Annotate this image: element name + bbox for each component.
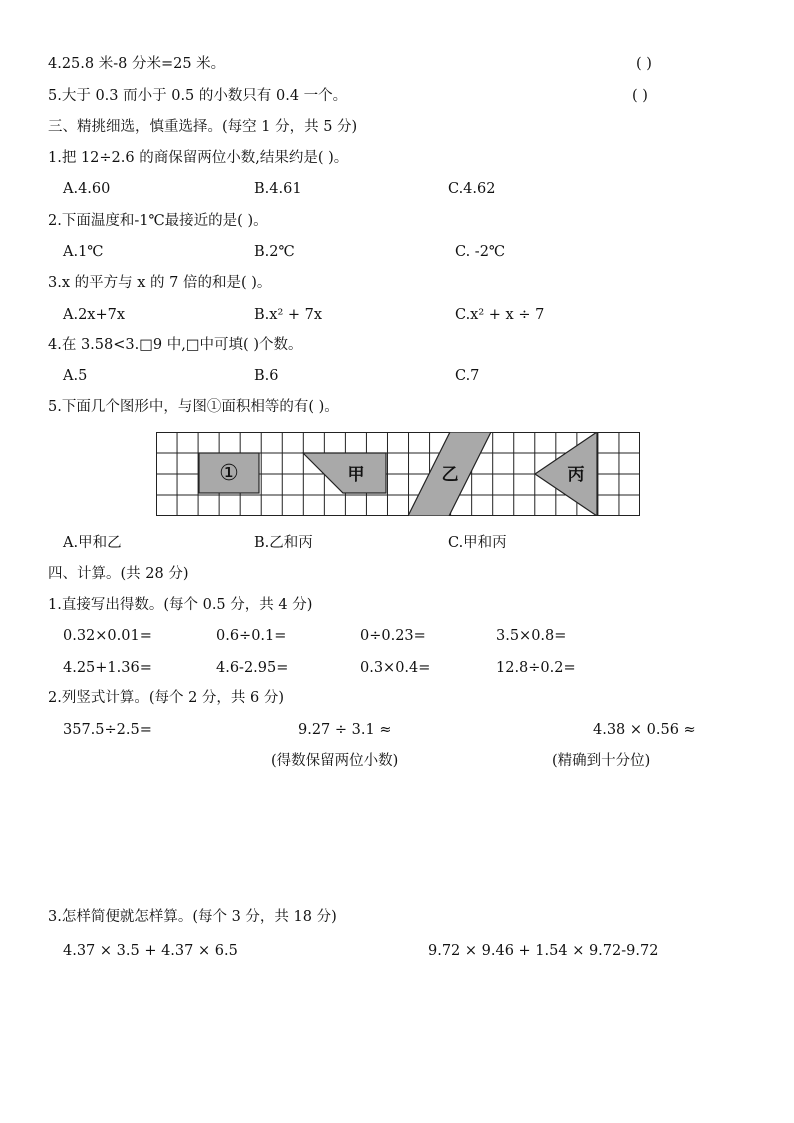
s3-q3-option-a[interactable]: A.2x+7x <box>63 307 126 323</box>
s3-q2-stem: 2.下面温度和-1℃最接近的是( )。 <box>48 213 268 229</box>
figure-bing-label: 丙 <box>567 465 585 485</box>
s3-q1-option-c[interactable]: C.4.62 <box>448 181 496 197</box>
section3-title: 三、精挑细选，慎重选择。(每空 1 分，共 5 分) <box>48 119 358 135</box>
judge-q4: 4.25.8 米-8 分米=25 米。 <box>48 56 226 72</box>
judge-q5: 5.大于 0.3 而小于 0.5 的小数只有 0.4 一个。 <box>48 88 348 104</box>
oral-calc-item: 4.25+1.36= <box>63 660 152 676</box>
vertical-calc-item-3: 4.38 × 0.56 ≈ <box>593 722 696 738</box>
s3-q4-option-b[interactable]: B.6 <box>254 368 279 384</box>
s3-q5-option-b[interactable]: B.乙和丙 <box>254 535 313 551</box>
s3-q1-option-b[interactable]: B.4.61 <box>254 181 302 197</box>
oral-calc-item: 0.6÷0.1= <box>216 628 287 644</box>
s3-q5-stem: 5.下面几个图形中，与图①面积相等的有( )。 <box>48 399 339 415</box>
simplify-calc-item-1: 4.37 × 3.5 + 4.37 × 6.5 <box>63 943 238 959</box>
s3-q4-option-c[interactable]: C.7 <box>455 368 480 384</box>
s3-q3-option-c[interactable]: C.x² + x ÷ 7 <box>455 307 545 323</box>
s3-q2-option-b[interactable]: B.2℃ <box>254 244 295 260</box>
figure-one-label: ① <box>219 461 239 486</box>
area-grid-figure <box>156 432 640 516</box>
figure-bing-triangle <box>535 432 597 516</box>
vertical-calc-note-1: (得数保留两位小数) <box>271 753 399 769</box>
figure-jia-trapezoid <box>303 453 386 493</box>
s3-q1-option-a[interactable]: A.4.60 <box>63 181 111 197</box>
s3-q5-option-a[interactable]: A.甲和乙 <box>63 535 122 551</box>
s3-q3-option-b[interactable]: B.x² + 7x <box>254 307 323 323</box>
judge-q4-answer-paren[interactable]: ( ) <box>636 56 652 72</box>
oral-calc-item: 0÷0.23= <box>360 628 426 644</box>
s4-part2-title: 2.列竖式计算。(每个 2 分，共 6 分) <box>48 690 285 706</box>
grid-svg <box>156 432 640 516</box>
s3-q2-option-c[interactable]: C. -2℃ <box>455 244 506 260</box>
s4-part3-title: 3.怎样简便就怎样算。(每个 3 分，共 18 分) <box>48 909 337 925</box>
s3-q5-option-c[interactable]: C.甲和丙 <box>448 535 507 551</box>
section4-title: 四、计算。(共 28 分) <box>48 566 189 582</box>
s3-q4-stem: 4.在 3.58<3.□9 中,□中可填( )个数。 <box>48 337 303 353</box>
s3-q2-option-a[interactable]: A.1℃ <box>63 244 104 260</box>
simplify-calc-item-2: 9.72 × 9.46 + 1.54 × 9.72-9.72 <box>428 943 659 959</box>
figure-jia-label: 甲 <box>347 465 365 485</box>
s4-part1-title: 1.直接写出得数。(每个 0.5 分，共 4 分) <box>48 597 313 613</box>
oral-calc-item: 0.3×0.4= <box>360 660 431 676</box>
vertical-calc-item-1: 357.5÷2.5= <box>63 722 152 738</box>
vertical-calc-note-2: (精确到十分位) <box>552 753 651 769</box>
judge-q5-answer-paren[interactable]: ( ) <box>632 88 648 104</box>
figure-yi-label: 乙 <box>441 465 459 485</box>
s3-q3-stem: 3.x 的平方与 x 的 7 倍的和是( )。 <box>48 275 272 291</box>
oral-calc-item: 0.32×0.01= <box>63 628 152 644</box>
oral-calc-item: 4.6-2.95= <box>216 660 289 676</box>
s3-q4-option-a[interactable]: A.5 <box>63 368 88 384</box>
s3-q1-stem: 1.把 12÷2.6 的商保留两位小数,结果约是( )。 <box>48 150 349 166</box>
vertical-calc-item-2: 9.27 ÷ 3.1 ≈ <box>298 722 392 738</box>
oral-calc-item: 12.8÷0.2= <box>496 660 576 676</box>
oral-calc-item: 3.5×0.8= <box>496 628 567 644</box>
